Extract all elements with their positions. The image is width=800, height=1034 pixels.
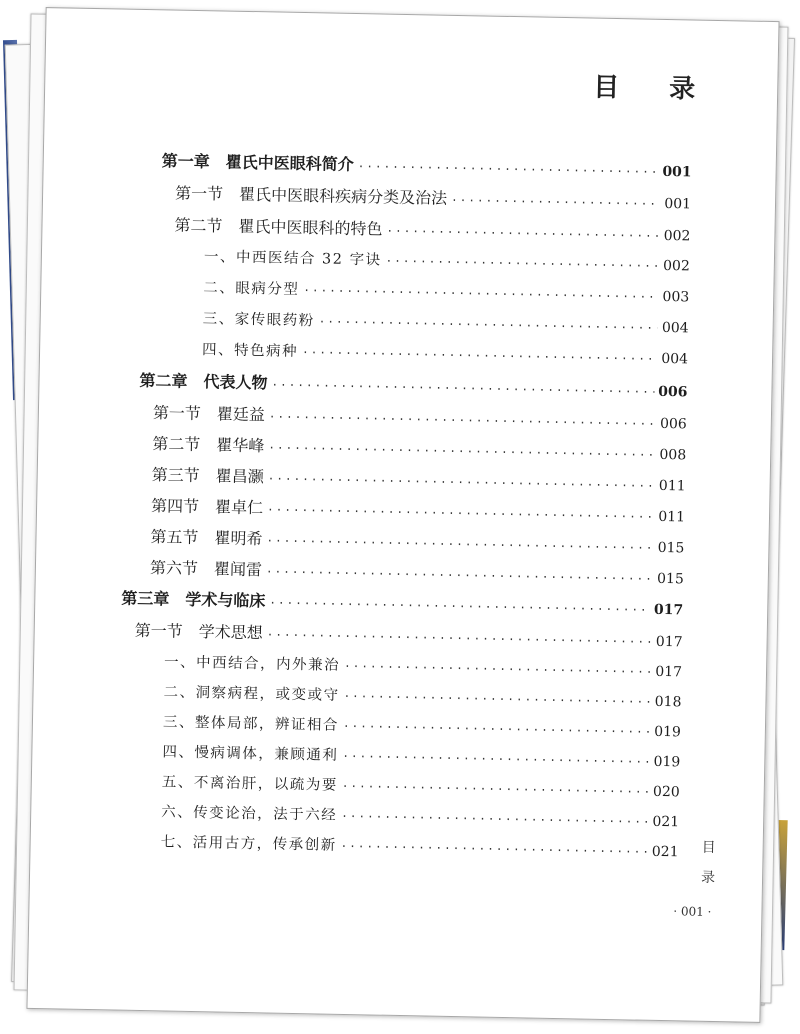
leader-dots: [267, 629, 652, 647]
leader-dots: [319, 316, 658, 334]
toc-entry-label: 四、慢病调体，兼顾通利: [162, 744, 339, 764]
leader-dots: [266, 566, 653, 584]
toc-entry-label: 第三章 学术与临床: [121, 588, 266, 611]
toc-entry-item: [162, 740, 680, 771]
toc-entry-label: 第四节 瞿卓仁: [150, 496, 264, 518]
leader-dots: [302, 347, 657, 365]
leader-dots: [269, 597, 650, 615]
toc-entry-label: 五、不离治肝，以疏为要: [161, 774, 338, 794]
leader-dots: [341, 841, 648, 858]
toc-entry-section: [135, 618, 683, 652]
page-title: 目 录: [592, 72, 708, 105]
toc-entry-item: [162, 770, 680, 801]
toc-entry-item: [163, 680, 681, 711]
toc-entry-page: 017: [653, 601, 684, 619]
toc-entry-section: [175, 181, 691, 214]
toc-entry-page: 011: [658, 508, 686, 526]
toc-entry-label: 一、中西医结合 32 字诀: [203, 249, 382, 269]
toc-entry-label: 四、特色病种: [201, 342, 299, 360]
toc-entry-chapter: [121, 586, 683, 620]
toc-entry-item: [203, 276, 689, 306]
toc-entry-label: 一、中西结合，内外兼治: [163, 654, 341, 674]
leader-dots: [385, 256, 659, 272]
toc-entry-page: 021: [651, 843, 679, 861]
toc-entry-page: 006: [659, 415, 687, 433]
toc-entry-page: 002: [663, 227, 691, 245]
toc-entry-page: 017: [655, 663, 683, 681]
toc-entry-label: 七、活用古方，传承创新: [160, 834, 337, 854]
leader-dots: [342, 751, 649, 768]
toc-entry-page: 001: [664, 195, 692, 213]
leader-dots: [358, 161, 659, 178]
page-number: · 001 ·: [673, 904, 712, 919]
toc-entry-item: [164, 650, 682, 681]
toc-entry-page: 004: [661, 350, 689, 368]
toc-entry-label: 三、家传眼药粉: [202, 311, 315, 330]
toc-entry-label: 第一章 瞿氏中医眼科简介: [161, 151, 354, 174]
toc-entry-label: 六、传变论治，法于六经: [161, 804, 338, 824]
toc-entry-section: [174, 213, 690, 246]
toc-entry-label: 第一节 瞿廷益: [152, 403, 266, 425]
toc-entry-section: [152, 431, 686, 464]
toc-entry-item: [204, 245, 690, 275]
toc-entry-chapter: [139, 368, 687, 402]
toc-entry-page: 004: [661, 319, 689, 337]
side-tab-char: 目: [701, 839, 716, 857]
leader-dots: [342, 781, 649, 798]
toc-entry-page: 015: [656, 570, 684, 588]
toc-entry-page: 017: [655, 633, 683, 651]
toc-entry-page: 002: [662, 257, 690, 275]
toc-entry-section: [151, 493, 685, 526]
toc-entry-page: 019: [653, 753, 681, 771]
toc-entry-section: [153, 400, 687, 433]
leader-dots: [343, 721, 650, 738]
side-tab-char: 录: [700, 869, 716, 887]
toc-entry-label: 第五节 瞿明希: [150, 527, 263, 549]
toc-entry-label: 第一节 学术思想: [134, 620, 263, 643]
toc-entry-chapter: [162, 148, 692, 181]
toc-entry-item: [161, 800, 679, 831]
toc-entry-item: [160, 830, 678, 861]
toc-entry-page: 003: [662, 288, 690, 306]
toc-entry-page: 001: [662, 163, 692, 181]
toc-page: [26, 7, 779, 1023]
toc-entry-page: 015: [657, 539, 685, 557]
toc-entry-section: [150, 555, 684, 588]
toc-entry-label: 三、整体局部，辨证相合: [162, 714, 340, 734]
leader-dots: [303, 285, 658, 303]
toc-entry-label: 第三节 瞿昌灏: [151, 465, 264, 487]
toc-entry-page: 018: [654, 693, 682, 711]
table-of-contents: [44, 146, 776, 861]
toc-entry-label: 第一节 瞿氏中医眼科疾病分类及治法: [174, 183, 448, 208]
toc-entry-section: [152, 462, 686, 495]
leader-dots: [269, 411, 656, 429]
leader-dots: [341, 811, 648, 828]
toc-entry-label: 第二节 瞿氏中医眼科的特色: [174, 215, 383, 239]
leader-dots: [266, 535, 653, 553]
leader-dots: [451, 195, 660, 210]
leader-dots: [386, 226, 659, 242]
toc-entry-label: 第六节 瞿闻雷: [149, 558, 263, 580]
toc-entry-label: 第二章 代表人物: [139, 370, 268, 393]
leader-dots: [267, 504, 654, 522]
toc-entry-page: 006: [658, 383, 688, 401]
leader-dots: [271, 379, 654, 397]
leader-dots: [268, 442, 655, 460]
toc-entry-section: [150, 524, 684, 557]
toc-entry-item: [202, 338, 688, 368]
toc-entry-page: 019: [653, 723, 682, 741]
side-section-tab: [698, 833, 719, 893]
toc-entry-page: 008: [659, 446, 687, 464]
toc-entry-item: [163, 710, 681, 741]
toc-entry-page: 020: [652, 783, 680, 801]
leader-dots: [268, 473, 655, 491]
toc-entry-label: 二、洞察病程，或变或守: [163, 684, 340, 704]
toc-entry-page: 021: [652, 813, 680, 831]
leader-dots: [343, 691, 650, 708]
toc-entry-label: 第二节 瞿华峰: [152, 434, 265, 456]
toc-entry-label: 二、眼病分型: [203, 280, 300, 298]
leader-dots: [344, 661, 651, 678]
toc-entry-item: [203, 307, 689, 337]
toc-entry-page: 011: [658, 477, 686, 495]
